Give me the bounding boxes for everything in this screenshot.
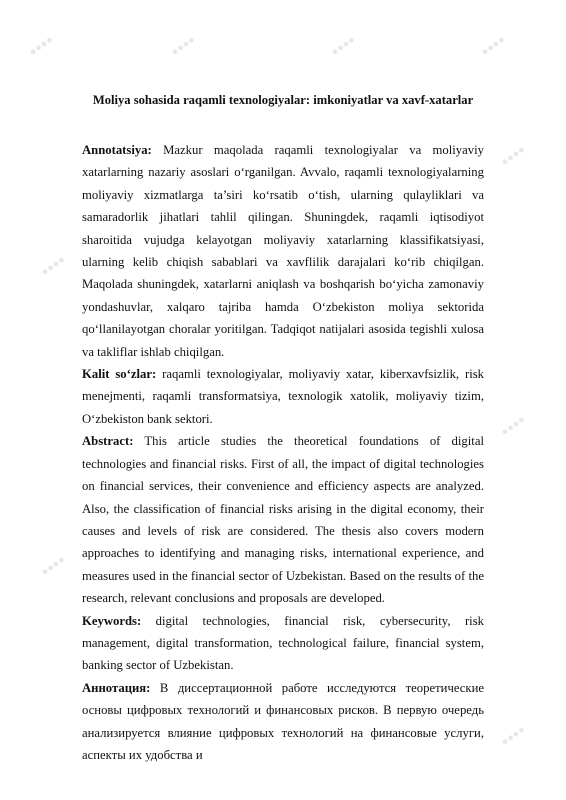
- watermark: ●●●●: [38, 253, 68, 279]
- watermark: ●●●●: [498, 413, 528, 439]
- annotation-uz-paragraph: [82, 139, 484, 363]
- watermark: ●●●●: [26, 33, 56, 59]
- annotation-uz-label: Annotatsiya:: [82, 143, 152, 157]
- annotation-ru-paragraph: [82, 677, 484, 767]
- paper-body: [82, 139, 484, 766]
- annotation-uz-text: Mazkur maqolada raqamli texnologiyalar va moliyaviy xatarlarning nazariy asoslari o‘rganilgan. Avvalo, raqamli texnologiyalarning moliyaviy xizmatlarga ta’siri ko‘rsatib o‘tish, ularning qulayliklari va samaradorlik jihatlari tahlil qilingan. Shuningdek, raqamli iqtisodiyot sharoitida vujudga kelayotgan moliyaviy xatarlarning klassifikatsiyasi, ularning kelib chiqish sabablari va xavflilik darajalari ko‘rib chiqilgan. Maqolada shuningdek, xatarlarni aniqlash va boshqarish bo‘yicha zamonaviy yondashuvlar, xalqaro tajriba hamda O‘zbekiston moliya sektorida qo‘llanilayotgan choralar yoritilgan. Tadqiqot natijalari asosida tegishli xulosa va takliflar ishlab chiqilgan.: [82, 143, 484, 359]
- watermark: ●●●●: [38, 553, 68, 579]
- watermark: ●●●●: [328, 33, 358, 59]
- paper-title: Moliya sohasida raqamli texnologiyalar: imkoniyatlar va xavf-xatarlar: [92, 93, 474, 107]
- abstract-en-paragraph: [82, 430, 484, 609]
- watermark: ●●●●: [498, 723, 528, 749]
- keywords-uz-text: raqamli texnologiyalar, moliyaviy xatar, kiberxavfsizlik, risk menejmenti, raqamli transformatsiya, texnologik xatolik, moliyaviy tizim, O‘zbekiston bank sektori.: [82, 367, 485, 426]
- keywords-uz-paragraph: [82, 363, 484, 430]
- abstract-en-label: Abstract:: [82, 434, 134, 449]
- annotation-ru-label: Аннотация:: [82, 680, 151, 695]
- watermark: ●●●●: [498, 143, 528, 169]
- abstract-en-text: This article studies the theoretical foundations of digital technologies and financial risks. First of all, the impact of digital technologies on financial services, their convenience and efficiency aspects are analyzed. Also, the classification of financial risks arising in the digital economy, their causes and levels of risk are considered. The thesis also covers modern approaches to identifying and managing risks, international experience, and measures used in the financial sector of Uzbekistan. Based on the results of the research, relevant conclusions and proposals are developed.: [82, 434, 484, 606]
- watermark: ●●●●: [168, 33, 198, 59]
- keywords-en-paragraph: [82, 610, 484, 677]
- keywords-en-text: digital technologies, financial risk, cybersecurity, risk management, digital transformation, technological failure, financial system, banking sector of Uzbekistan.: [82, 613, 484, 673]
- watermark: ●●●●: [478, 33, 508, 59]
- keywords-en-label: Keywords:: [82, 613, 142, 628]
- annotation-ru-text: В диссертационной работе исследуются теоретические основы цифровых технологий и финансовых рисков. В первую очередь анализируется влияние цифровых технологий на финансовые услуги, аспекты их удобства и: [82, 680, 484, 762]
- keywords-uz-label: Kalit so‘zlar:: [82, 367, 157, 382]
